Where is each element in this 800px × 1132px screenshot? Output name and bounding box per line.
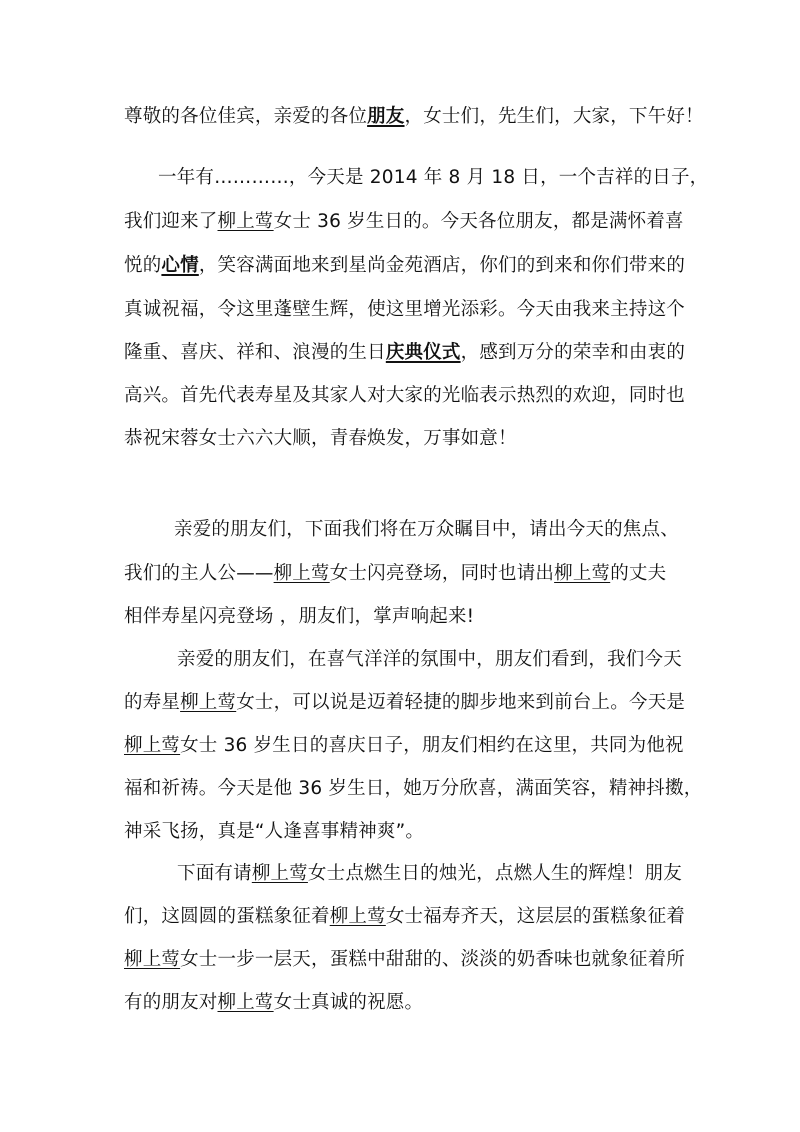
text-run: 女士一步一层天，蛋糕中甜甜的、淡淡的奶香味也就象征着所 [180, 949, 686, 970]
paragraph-1-line [124, 298, 685, 322]
text-run: 尊敬的各位佳宾，亲爱的各位 [124, 106, 368, 127]
bold-underlined-term: 庆典仪式 [385, 342, 461, 363]
paragraph-1-line [124, 210, 684, 234]
underlined-name: 柳上莺 [124, 949, 181, 970]
underlined-name: 柳上莺 [124, 735, 181, 756]
bold-underlined-term: 心情 [161, 255, 199, 276]
text-run: 神采飞扬，真是“人逢喜事精神爽”。 [124, 821, 425, 842]
paragraph-2-line [124, 562, 666, 586]
text-run: 隆重、喜庆、祥和、浪漫的生日 [124, 342, 386, 363]
text-run: 女士福寿齐天，这层层的蛋糕象征着 [385, 906, 686, 927]
paragraph-4-line [124, 948, 685, 972]
text-run: 我们的主人公—— [124, 563, 274, 584]
text-run: 悦的 [124, 255, 162, 276]
paragraph-4-line [124, 905, 685, 929]
paragraph-3-line [124, 691, 685, 715]
text-run: 们，这圆圆的蛋糕象征着 [124, 906, 330, 927]
paragraph-3-line [124, 777, 702, 801]
paragraph-2-line [124, 605, 474, 629]
paragraph-1-line [124, 384, 685, 408]
text-run: 女士真诚的祝愿。 [273, 992, 424, 1013]
underlined-name: 柳上莺 [273, 563, 330, 584]
text-run: 我们迎来了 [124, 211, 218, 232]
text-run: ，笑容满面地来到星尚金苑酒店，你们的到来和你们带来的 [198, 255, 686, 276]
text-run: 下面有请 [177, 863, 252, 884]
paragraph-4-line [177, 862, 682, 886]
text-run: ，感到万分的荣幸和由衷的 [460, 342, 686, 363]
text-run: ，女士们，先生们，大家，下午好！ [404, 106, 704, 127]
paragraph-3-line [124, 820, 424, 844]
text-run: 一年有…………，今天是 2014 年 8 月 18 日，一个吉祥的日子， [158, 167, 709, 188]
text-run: 女士，可以说是迈着轻捷的脚步地来到前台上。今天是 [236, 692, 686, 713]
paragraph-1-line [124, 254, 685, 278]
text-run: 亲爱的朋友们，下面我们将在万众瞩目中，请出今天的焦点、 [174, 519, 679, 540]
text-run: 高兴。首先代表寿星及其家人对大家的光临表示热烈的欢迎，同时也 [124, 385, 686, 406]
bold-underlined-term: 朋友 [367, 106, 405, 127]
text-run: 女士闪亮登场，同时也请出 [329, 563, 555, 584]
underlined-name: 柳上莺 [180, 692, 237, 713]
text-run: 真诚祝福，令这里蓬壁生辉，使这里增光添彩。今天由我来主持这个 [124, 299, 686, 320]
underlined-name: 柳上莺 [251, 863, 308, 884]
paragraph-1-line [124, 341, 685, 365]
underlined-name: 柳上莺 [217, 992, 274, 1013]
text-run: 相伴寿星闪亮登场 ，朋友们，掌声响起来! [124, 606, 475, 627]
text-run: 的丈夫 [610, 563, 667, 584]
paragraph-3-line [124, 734, 684, 758]
paragraph-1-line [124, 427, 517, 451]
text-run: 福和祈祷。今天是他 36 岁生日，她万分欣喜，满面笑容，精神抖擞， [124, 778, 703, 799]
paragraph-4-line [124, 991, 423, 1015]
text-run: 恭祝宋蓉女士六六大顺，青春焕发，万事如意！ [124, 428, 517, 449]
text-run: 女士 36 岁生日的喜庆日子，朋友们相约在这里，共同为他祝 [180, 735, 684, 756]
text-run: 有的朋友对 [124, 992, 218, 1013]
underlined-name: 柳上莺 [329, 906, 386, 927]
paragraph-1-line [158, 166, 708, 190]
underlined-name: 柳上莺 [554, 563, 611, 584]
underlined-name: 柳上莺 [217, 211, 274, 232]
text-run: 的寿星 [124, 692, 181, 713]
paragraph-2-line [174, 518, 679, 542]
paragraph-3-line [177, 648, 682, 672]
text-run: 女士 36 岁生日的。今天各位朋友，都是满怀着喜 [273, 211, 684, 232]
text-run: 女士点燃生日的烛光，点燃人生的辉煌！朋友 [307, 863, 682, 884]
text-run: 亲爱的朋友们，在喜气洋洋的氛围中，朋友们看到，我们今天 [177, 649, 682, 670]
greeting-line [124, 105, 704, 129]
